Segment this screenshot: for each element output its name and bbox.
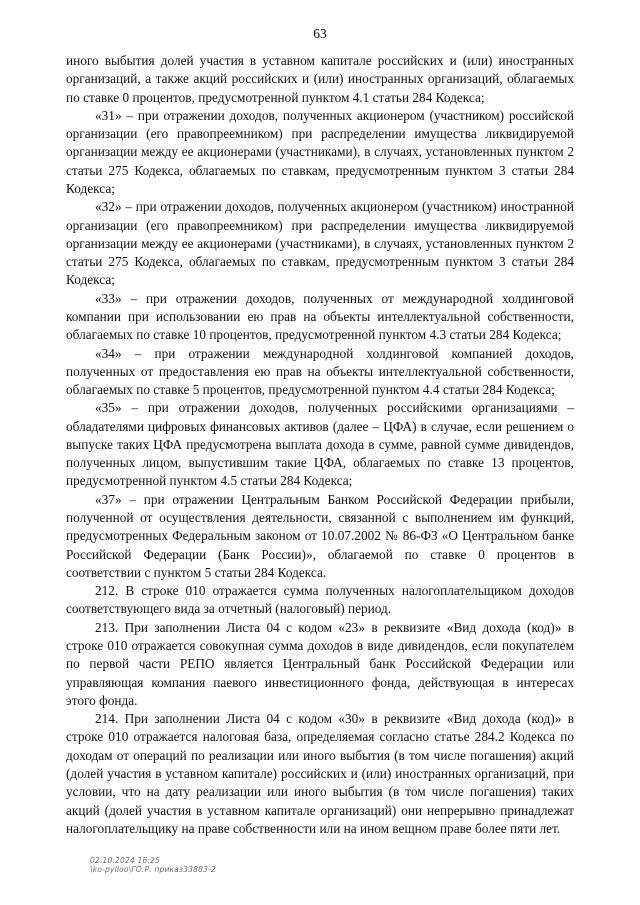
paragraph-code-34: «34» – при отражении международной холдинговой компанией доходов, полученных от предоставления ею прав на объекты интеллектуальной собственности, облагаемых по ставке 5 процентов, предусмотренной пунктом 4.4 статьи 284 Кодекса;	[66, 345, 574, 398]
paragraph-code-35: «35» – при отражении доходов, полученных российскими организациями – обладателями цифровых финансовых активов (далее – ЦФА) в случае, если решением о выпуске таких ЦФА предусмотрена выплата дохода в сумме, равной сумме дивидендов, полученных лицом, выпустившим такие ЦФА, облагаемых по ставке 13 процентов, предусмотренной пунктом 4.5 статьи 284 Кодекса;	[66, 400, 574, 489]
paragraph-code-37: «37» – при отражении Центральным Банком Российской Федерации прибыли, полученной от осуществления деятельности, связанной с выполнением им функций, предусмотренных Федеральным законом от 10.07.2002 № 86-ФЗ «О Центральном банке Российской Федерации (Банк России)», облагаемой по ставке 0 процентов в соответствии с пунктом 5 статьи 284 Кодекса.	[66, 491, 574, 580]
paragraph-212: 212. В строке 010 отражается сумма полученных налогоплательщиком доходов соответствующего вида за отчетный (налоговый) период.	[66, 583, 574, 617]
paragraph-214: 214. При заполнении Листа 04 с кодом «30» в реквизите «Вид дохода (код)» в строке 010 отражается налоговая база, определяемая согласно статье 284.2 Кодекса по доходам от операций по реализации или иного выбытия (в том числе погашения) акций (долей участия в уставном капитале) российских и (или) иностранных организаций, при условии, что на дату реализации или иного выбытия (в том числе погашения) таких акций (долей участия в уставном капитале организаций) они непрерывно принадлежат налогоплательщику на праве собственности или на ином вещном праве более пяти лет.	[66, 711, 574, 836]
paragraph-code-31: «31» – при отражении доходов, полученных акционером (участником) российской организации (его правопреемником) при распределении имущества ликвидируемой организации между ее акционерами (участниками), в случаях, установленных пунктом 2 статьи 275 Кодекса, облагаемых по ставкам, предусмотренным пунктом 3 статьи 284 Кодекса;	[66, 107, 574, 196]
document-body	[66, 52, 574, 838]
paragraph-code-33: «33» – при отражении доходов, полученных от международной холдинговой компании при использовании ею прав на объекты интеллектуальной собственности, облагаемых по ставке 10 процентов, предусмотренной пунктом 4.3 статьи 284 Кодекса;	[66, 290, 574, 343]
paragraph-213: 213. При заполнении Листа 04 с кодом «23» в реквизите «Вид дохода (код)» в строке 010 отражается совокупная сумма доходов в виде дивидендов, если покупателем по первой части РЕПО является Центральный банк Российской Федерации или управляющая компания паевого инвестиционного фонда, действующая в интересах этого фонда.	[66, 619, 574, 708]
paragraph-code-32: «32» – при отражении доходов, полученных акционером (участником) иностранной организации (его правопреемником) при распределении имущества ликвидируемой организации между ее акционерами (участниками), в случаях, установленных пунктом 2 статьи 275 Кодекса, облагаемых по ставкам, предусмотренным пунктом 3 статьи 284 Кодекса;	[66, 199, 574, 288]
paragraph-continuation: иного выбытия долей участия в уставном капитале российских и (или) иностранных организаций, а также акций российских и (или) иностранных организаций, облагаемых по ставке 0 процентов, предусмотренной пунктом 4.1 статьи 284 Кодекса;	[66, 53, 574, 105]
print-stamp-path: \ko-pylloo\ГО.Р. приказ33883-2	[90, 865, 216, 874]
page-number: 63	[313, 26, 327, 41]
print-stamp-date: 02.10.2024 16:25	[90, 856, 161, 865]
print-stamp	[90, 856, 216, 874]
